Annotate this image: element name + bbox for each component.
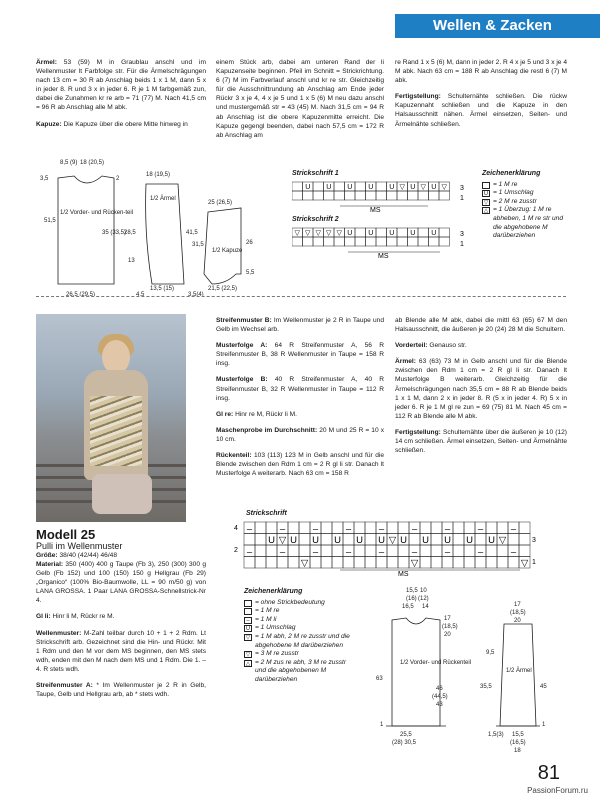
legend-symbol-icon: – (244, 617, 252, 624)
svg-text:U: U (312, 535, 319, 546)
paragraph-text: M-Zahl teilbar durch 10 + 1 + 2 Rdm. Lt Strickschrift arb. Gezeichnet sind die Hin- und Rückr. Mit 1 Rdm und den M vor dem MS beginnen, den MS stets wdh, enden mit den M nach dem MS und 1 Rdm. Die 1. – 4. R stets wdh. (36, 629, 206, 673)
legend-item (244, 616, 354, 625)
legend-text: = 1 Umschlag (255, 624, 296, 632)
front-w-neck: 18 (20,5) (80, 160, 105, 166)
sleeve-w-bottom-b: 13,5 (15) (150, 286, 175, 292)
svg-text:U: U (356, 535, 363, 546)
legend-item (244, 659, 354, 685)
paragraph-text: Im Wellenmuster je 2 R in Taupe und Gelb im Wechsel arb. (216, 317, 384, 334)
paragraph-text: 63 (63) 73 M in Gelb anschl und für die Blende zwischen den Rdm 1 cm = 2 R gl li str. Danach lt Musterfolge B weiterarb. Gleichzeitig für die Ärmelschrägungen nach 35,5 cm = 88 R ab Blende beids 1 x 1 M, dann 2 x in jeder 8. R (5 x in jeder 4. R) 5 x in jeder 6. R je 1 M gl re zun = 69 (75) 81 M. Nach 45 cm = 112 R ab Blende alle M abk. (395, 358, 567, 420)
ssb-row-1: 1 (532, 559, 536, 566)
legend-bottom (244, 588, 354, 685)
paragraph-text: Schultemähte über die äußeren je 10 (12) 14 cm schließen. Ärmel einsetzen, Seiten- und Ärmelnähte schließen. (395, 428, 567, 455)
svg-text:▽: ▽ (300, 558, 309, 569)
b-front-label: 1/2 Vorder- und Rückenteil (400, 660, 472, 666)
paragraph-text: 20 M und 25 R = 10 x 10 cm. (216, 426, 384, 443)
legend-text: = 2 M re zusstr (493, 197, 537, 205)
svg-text:U: U (431, 184, 437, 191)
svg-text:▽: ▽ (441, 184, 447, 191)
svg-text:▽: ▽ (336, 230, 342, 237)
svg-text:–: – (510, 523, 517, 535)
legend-item (244, 624, 354, 633)
svg-text:–: – (378, 523, 385, 535)
paragraph-label: Streifenmuster A: (36, 682, 93, 690)
paragraph-text: 103 (113) 123 M in Gelb anschl und für die Blende zwischen den Rdm 1 cm = 2 R gl li str. Danach lt Musterfolge A weiterarb. Nach 63 cm = 158 R (216, 452, 384, 478)
paragraph-text: 350 (400) 400 g Taupe (Fb 3), 250 (300) 300 g Gelb (Fb 152) und 100 (150) 150 g Hellgrau (Fb 29) „Organico“ (100% Bio-Baumwolle, LL = 90 m/50 g) von LANA GROSSA. 1 Paar LANA GROSSA-Schnellstrick-Nr 4. (36, 561, 206, 605)
svg-text:▽: ▽ (305, 230, 311, 237)
svg-text:▽: ▽ (388, 535, 397, 546)
svg-text:▽: ▽ (410, 558, 419, 569)
paragraph-text: einem Stück arb, dabei am unteren Rand der li Kapuzenseite beginnen. Pfeil im Schnitt = Strickrichtung. 6 (7) M im Farbverlauf anschl und kr re str. Gleichzeitig für die Ausschnittrundung ab Anschlag am Ende jeder Rückr 3 x je 4, 4 x je 5 und 1 x 5 (6) M neu dazu anschl und mustergemäß str = 43 (45) M. Nach 31,5 cm = 94 R ab Anschlag ist die obere Kapuzenmitte erreicht. Die Kapuze gegengl beenden, dabei nach 57,5 cm = 172 R ab Anschlag am (216, 59, 384, 139)
b-sleeve-label: 1/2 Ärmel (506, 668, 532, 674)
svg-text:U: U (347, 230, 353, 237)
paragraph-label: Rückenteil: (216, 452, 252, 460)
b-front-t3: 16,5 (402, 604, 414, 610)
b-front-t6: 14 (422, 604, 429, 610)
sleeve-h-cuff: 13 (128, 258, 135, 264)
svg-text:▽: ▽ (326, 230, 332, 237)
legend-symbol-icon: ▽ (245, 634, 251, 641)
front-w-bottom: 26,5 (29,5) (66, 292, 96, 296)
legend-text: = 1 M abh, 2 M re zusstr und die abgehobene M darüberziehen (255, 632, 350, 649)
svg-text:▽: ▽ (498, 535, 507, 546)
sleeve-label: 1/2 Ärmel (150, 196, 176, 202)
paragraph (36, 629, 206, 674)
svg-text:–: – (477, 546, 484, 558)
legend-item (482, 206, 568, 240)
strickschrift-1-grid (292, 180, 472, 214)
paragraph (36, 58, 206, 113)
b-sleeve-s1: 9,5 (486, 650, 495, 656)
svg-text:–: – (444, 523, 451, 535)
legend-text: = 1 Umschlag (493, 189, 534, 197)
legend-top (482, 170, 568, 241)
svg-text:U: U (422, 535, 429, 546)
paragraph-label: Ärmel: (36, 59, 57, 66)
strickschrift-bottom-grid (234, 520, 544, 580)
paragraph (216, 375, 384, 402)
svg-text:U: U (347, 184, 353, 191)
b-front-t5: (12) (418, 596, 429, 602)
svg-text:–: – (312, 546, 319, 558)
sleeve-w-bottom-a: 4,5 (136, 292, 145, 296)
front-w-top: 8,5 (9) (60, 160, 78, 166)
legend-text: = 2 M zus re abh, 3 M re zusstr und die abgehobenen M darüberziehen (255, 658, 347, 683)
svg-text:U: U (431, 230, 437, 237)
ss2-row-1: 1 (460, 241, 464, 248)
paragraph-label: Material: (36, 561, 64, 568)
svg-text:–: – (510, 546, 517, 558)
paragraph (395, 341, 567, 350)
svg-text:U: U (389, 230, 395, 237)
paragraph (395, 316, 567, 334)
paragraph (395, 92, 567, 128)
b-sleeve-b3: 18 (514, 748, 521, 754)
paragraph-label: Musterfolge B: (216, 376, 268, 384)
sleeve-h-right: 41,5 (186, 230, 198, 236)
b-front-h-body: 46 (436, 686, 443, 692)
front-h-body: 35 (33,5) (102, 230, 127, 236)
legend-text: = ohne Strickbedeutung (255, 598, 325, 606)
section-header: Wellen & Zacken (395, 14, 600, 38)
b-front-h-body3: 43 (436, 702, 443, 708)
paragraph-text: Hinr li M, Rückr re M. (50, 613, 115, 621)
legend-text: = 1 Überzug: 1 M re abheben, 1 M re str und die abgehobene M darüberziehen (493, 206, 564, 240)
schematic-top (36, 156, 266, 296)
strickschrift-2-grid (292, 226, 472, 260)
watermark: PassionForum.ru (527, 786, 588, 795)
b-front-b1: 25,5 (400, 732, 412, 738)
model-photo (36, 314, 186, 522)
svg-text:U: U (410, 184, 416, 191)
paragraph-text: Genauso str. (427, 342, 467, 350)
svg-text:–: – (345, 523, 352, 535)
paragraph-label: Gl re: (216, 410, 234, 418)
svg-text:U: U (334, 535, 341, 546)
svg-text:–: – (411, 523, 418, 535)
svg-text:–: – (444, 546, 451, 558)
model-size: Größe: 38/40 (42/44) 46/48 (36, 552, 118, 559)
svg-text:–: – (246, 546, 253, 558)
paragraph-label: Vorderteil: (395, 342, 428, 350)
paragraph (395, 428, 567, 455)
legend-symbol-icon: ▽ (245, 652, 251, 659)
strickschrift-bottom-title: Strickschrift (246, 510, 287, 517)
legend-item (244, 599, 354, 608)
b-front-one: 1 (380, 722, 384, 728)
ssb-row-2: 2 (234, 547, 238, 554)
hood-h-left: 31,5 (192, 242, 204, 248)
section-divider (36, 296, 566, 297)
paragraph (36, 612, 206, 621)
b-sleeve-h-left: 35,5 (480, 684, 492, 690)
hood-label: 1/2 Kapuze (212, 248, 243, 254)
paragraph-label: Kapuze: (36, 120, 62, 128)
legend-item (482, 189, 568, 198)
instructions-col-e (395, 316, 567, 462)
b-front-t2: (16) (406, 596, 417, 602)
paragraph-text: 40 R Streifenmuster A, 40 R Streifenmuster B, 32 R Wellenmuster in Taupe = 112 R insg. (216, 376, 384, 402)
paragraph-label: Streifenmuster B: (216, 317, 272, 324)
svg-text:–: – (345, 546, 352, 558)
front-h-total: 51,5 (44, 218, 56, 224)
paragraph-label: Musterfolge A: (216, 342, 268, 350)
paragraph (216, 410, 384, 419)
ss2-row-3: 3 (460, 231, 464, 238)
legend-symbol-icon (244, 600, 252, 607)
legend-text: = 3 M re zusstr (255, 650, 299, 658)
paragraph-text: * Im Wellenmuster je 2 R in Gelb, Taupe, Gelb und Hellgrau arb, ab * stets wdh. (36, 682, 206, 699)
paragraph (216, 341, 384, 368)
b-front-r2: (18,5) (442, 624, 458, 630)
b-sleeve-t3: 20 (514, 618, 521, 624)
b-front-t4: 10 (420, 588, 427, 594)
schematic-bottom (356, 584, 566, 754)
strickschrift-1-title: Strickschrift 1 (292, 170, 339, 177)
svg-text:U: U (466, 535, 473, 546)
legend-text: = 1 M re (493, 180, 518, 188)
sleeve-w-top: 18 (19,5) (146, 172, 171, 178)
ss1-ms: MS (370, 207, 381, 214)
paragraph-text: ab Blende alle M abk, dabei die mittl 63 (65) 67 M den Halsausschnitt, die äußeren je 20 (24) 28 M die Schultern. (395, 317, 567, 334)
legend-symbol-icon: △ (483, 208, 489, 215)
paragraph-label: Wellenmuster: (36, 629, 82, 637)
svg-text:–: – (246, 523, 253, 535)
b-front-t1: 15,5 (406, 588, 418, 594)
front-side-left: 3,5 (40, 176, 49, 182)
b-sleeve-t1: 17 (514, 602, 521, 608)
paragraph (36, 560, 206, 605)
ssb-row-4: 4 (234, 525, 238, 532)
model-subtitle: Pulli im Wellenmuster (36, 541, 123, 551)
legend-symbol-icon: U (482, 190, 490, 197)
paragraph (36, 120, 206, 129)
page-number: 81 (537, 762, 560, 784)
paragraph (216, 58, 384, 140)
svg-text:–: – (477, 523, 484, 535)
instructions-col-a (36, 58, 206, 136)
b-front-b2: (28) 30,5 (392, 740, 417, 746)
svg-text:U: U (444, 535, 451, 546)
svg-text:–: – (411, 546, 418, 558)
legend-item (244, 650, 354, 659)
svg-text:U: U (368, 184, 374, 191)
model-title: Modell 25 (36, 527, 96, 542)
legend-title: Zeichenerklärung (244, 588, 303, 595)
svg-text:–: – (279, 523, 286, 535)
paragraph (216, 426, 384, 444)
ss1-row-3: 3 (460, 185, 464, 192)
svg-text:U: U (400, 535, 407, 546)
b-sleeve-t2: (18,5) (510, 610, 526, 616)
legend-symbol-icon (482, 182, 490, 189)
svg-text:▽: ▽ (420, 184, 426, 191)
instructions-col-d (216, 316, 384, 485)
paragraph-label: Fertigstellung: (395, 428, 441, 436)
paragraph-text: Die Kapuze über die obere Mitte hinweg in (61, 120, 188, 128)
b-front-h-total: 63 (376, 676, 383, 682)
paragraph (36, 681, 206, 699)
legend-text: = 1 M re (255, 607, 280, 615)
b-sleeve-b0: 1,5(3) (488, 732, 504, 738)
legend-title: Zeichenerklärung (482, 170, 541, 177)
hood-h-small: 5,5 (246, 270, 255, 276)
legend-symbol-icon: △ (245, 660, 251, 667)
hood-w-bottom-a: 3,5(4) (188, 292, 204, 296)
svg-text:–: – (378, 546, 385, 558)
strickschrift-2-title: Strickschrift 2 (292, 216, 339, 223)
front-side-right: 2 (116, 176, 120, 182)
paragraph-text: Schulternähte schließen. Die rückw Kapuzennaht schließen und die Kapuze in den Halsausschnitt nähen. Ärmel einsetzen, Seiten- und Ärmelnähte schließen. (395, 93, 567, 128)
ssb-ms: MS (398, 571, 409, 578)
svg-text:U: U (326, 184, 332, 191)
paragraph (216, 316, 384, 334)
svg-text:▽: ▽ (278, 535, 287, 546)
instructions-col-f (36, 560, 206, 706)
paragraph-label: Maschenprobe im Durchschnitt: (216, 426, 318, 434)
paragraph (395, 58, 567, 85)
svg-text:–: – (312, 523, 319, 535)
svg-text:U: U (488, 535, 495, 546)
svg-text:▽: ▽ (294, 230, 300, 237)
svg-text:U: U (389, 184, 395, 191)
svg-text:U: U (368, 230, 374, 237)
hood-w-top: 25 (26,5) (208, 200, 233, 206)
legend-symbol-icon: U (244, 625, 252, 632)
svg-text:U: U (290, 535, 297, 546)
legend-item (244, 607, 354, 616)
legend-symbol-icon: ▽ (483, 199, 489, 206)
ss2-ms: MS (378, 253, 389, 260)
paragraph (395, 357, 567, 421)
b-sleeve-h-right: 45 (540, 684, 547, 690)
svg-text:▽: ▽ (399, 184, 405, 191)
svg-text:U: U (378, 535, 385, 546)
ssb-row-3: 3 (532, 537, 536, 544)
svg-text:–: – (279, 546, 286, 558)
paragraph-text: 64 R Streifenmuster A, 56 R Streifenmuster B, 38 R Wellenmuster in Taupe = 158 R insg. (216, 342, 384, 368)
legend-item (482, 181, 568, 190)
legend-symbol-icon (244, 608, 252, 615)
paragraph-text: Hinr re M, Rückr li M. (233, 410, 297, 418)
hood-w-bottom-b: 21,5 (22,5) (208, 286, 238, 292)
legend-text: = 1 M li (255, 615, 277, 623)
legend-item (244, 633, 354, 650)
hood-h-right: 26 (246, 240, 253, 246)
paragraph-text: 53 (59) M in Graublau anschl und im Wellenmuster lt Farbfolge str. Für die Ärmelschrägungen nach 13 cm = 30 R ab Anschlag beids 1 x 1 M, dann 5 x in jeder 8. R und 3 x in jeder 6. R je 1 M farbgemäß zun, dabei die Zunahmen kr re arb = 71 (77) M. Nach 41,5 cm = 96 R ab Anschlag alle M abk. (36, 59, 206, 112)
b-sleeve-one: 1 (542, 722, 546, 728)
front-label: 1/2 Vorder- und Rücken-teil (60, 210, 134, 216)
ss1-row-1: 1 (460, 195, 464, 202)
svg-text:▽: ▽ (315, 230, 321, 237)
paragraph-label: Fertigstellung: (395, 93, 441, 101)
b-front-r1: 17 (444, 616, 451, 622)
b-sleeve-b2: (16,5) (510, 740, 526, 746)
sleeve-h-left: 28,5 (124, 230, 136, 236)
b-sleeve-b1: 15,5 (512, 732, 524, 738)
instructions-col-b (216, 58, 384, 147)
b-front-h-body2: (44,5) (432, 694, 448, 700)
svg-text:U: U (268, 535, 275, 546)
svg-text:U: U (410, 230, 416, 237)
paragraph-label: Ärmel: (395, 358, 416, 366)
b-front-r3: 20 (444, 632, 451, 638)
svg-text:▽: ▽ (520, 558, 529, 569)
paragraph-text: re Rand 1 x 5 (6) M, dann in jeder 2. R 4 x je 5 und 3 x je 4 M abk. Nach 63 cm = 188 R ab Anschlag die restl 6 (7) M abk. (395, 59, 567, 85)
paragraph (216, 451, 384, 478)
instructions-col-c (395, 58, 567, 136)
svg-text:U: U (305, 184, 311, 191)
paragraph-label: Gl li: (36, 613, 51, 621)
